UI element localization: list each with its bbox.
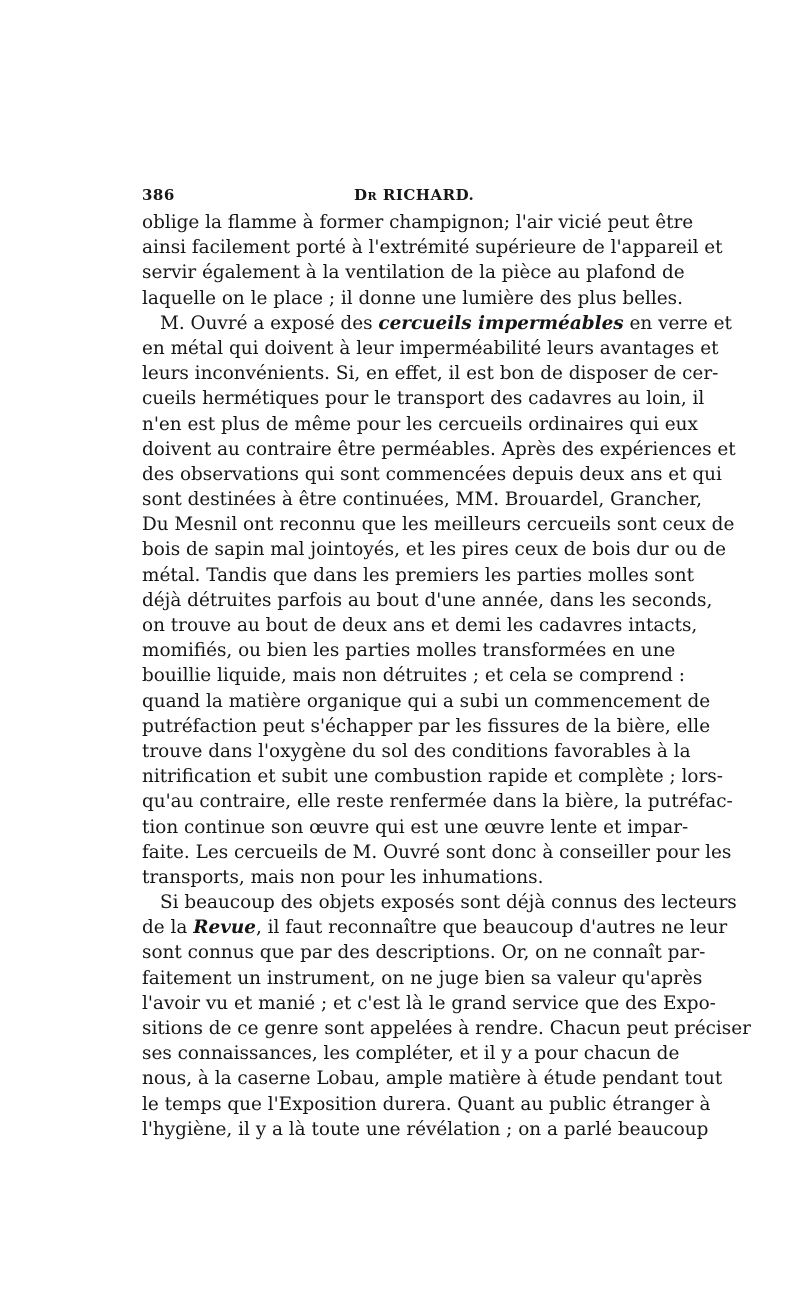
- text-line: sont destinées à être continuées, MM. Brouardel, Grancher,: [142, 489, 703, 511]
- text-line: nitrification et subit une combustion rapide et complète ; lors-: [142, 766, 723, 788]
- text-line: sitions de ce genre sont appelées à rendre. Chacun peut préciser: [142, 1018, 751, 1039]
- text-line: cueils hermétiques pour le transport des cadavres au loin, il: [142, 388, 705, 410]
- italic-term: Revue: [193, 917, 256, 939]
- text-line: trouve dans l'oxygène du sol des conditions favorables à la: [142, 740, 691, 762]
- italic-term: cercueils imperméables: [378, 312, 624, 334]
- text-line: en métal qui doivent à leur imperméabilité leurs avantages et: [142, 337, 719, 359]
- text-line: l'hygiène, il y a là toute une révélation ; on a parlé beaucoup: [142, 1118, 709, 1140]
- text-line: sont connus que par des descriptions. Or, on ne connaît par-: [142, 942, 706, 964]
- text-line: on trouve au bout de deux ans et demi les cadavres intacts,: [142, 615, 698, 636]
- text-line: ses connaissances, les compléter, et il y a pour chacun de: [142, 1043, 680, 1065]
- text-line: [142, 311, 732, 336]
- text-segment: M. Ouvré a exposé des: [160, 312, 373, 334]
- text-line: ainsi facilement porté à l'extrémité supérieure de l'appareil et: [142, 237, 723, 259]
- text-line: putréfaction peut s'échapper par les fissures de la bière, elle: [142, 715, 711, 737]
- text-line: leurs inconvénients. Si, en effet, il est bon de disposer de cer-: [142, 363, 719, 385]
- text-line: Du Mesnil ont reconnu que les meilleurs cercueils sont ceux de: [142, 514, 735, 536]
- text-line: déjà détruites parfois au bout d'une année, dans les seconds,: [142, 589, 713, 611]
- text-line: bois de sapin mal jointoyés, et les pires ceux de bois dur ou de: [142, 539, 726, 561]
- text-line: servir également à la ventilation de la pièce au plafond de: [142, 262, 685, 284]
- text-line: transports, mais non pour les inhumations.: [142, 866, 544, 888]
- header-title: Dr RICHARD.: [354, 186, 475, 204]
- text-line: bouillie liquide, mais non détruites ; et cela se comprend :: [142, 665, 685, 687]
- text-line: laquelle on le place ; il donne une lumière des plus belles.: [142, 287, 683, 309]
- text-line: momifiés, ou bien les parties molles transformées en une: [142, 640, 676, 662]
- text-segment: en verre et: [623, 312, 732, 334]
- text-line: faite. Les cercueils de M. Ouvré sont donc à conseiller pour les: [142, 841, 732, 863]
- text-line: quand la matière organique qui a subi un commencement de: [142, 690, 711, 712]
- text-line: n'en est plus de même pour les cercueils ordinaires qui eux: [142, 413, 698, 435]
- text-segment: , il faut reconnaître que beaucoup d'autres ne leur: [255, 917, 728, 939]
- text-line: des observations qui sont commencées depuis deux ans et qui: [142, 463, 722, 485]
- text-line: Si beaucoup des objets exposés sont déjà connus des lecteurs: [160, 892, 737, 914]
- text-line: faitement un instrument, on ne juge bien sa valeur qu'après: [142, 967, 703, 989]
- text-line: métal. Tandis que dans les premiers les parties molles sont: [142, 564, 695, 586]
- running-head: [142, 186, 672, 210]
- page-number: 386: [142, 186, 175, 204]
- text-line: l'avoir vu et manié ; et c'est là le grand service que des Expo-: [142, 992, 716, 1014]
- text-line: doivent au contraire être perméables. Après des expériences et: [142, 438, 736, 460]
- text-line: oblige la flamme à former champignon; l'air vicié peut être: [142, 212, 694, 233]
- text-line: qu'au contraire, elle reste renfermée dans la bière, la putréfac-: [142, 791, 733, 813]
- text-line: le temps que l'Exposition durera. Quant au public étranger à: [142, 1093, 711, 1115]
- text-line: [142, 915, 728, 940]
- body-text: [142, 210, 751, 1142]
- text-segment: de la: [142, 917, 188, 939]
- text-line: nous, à la caserne Lobau, ample matière à étude pendant tout: [142, 1068, 723, 1090]
- text-line: tion continue son œuvre qui est une œuvre lente et impar-: [142, 816, 689, 838]
